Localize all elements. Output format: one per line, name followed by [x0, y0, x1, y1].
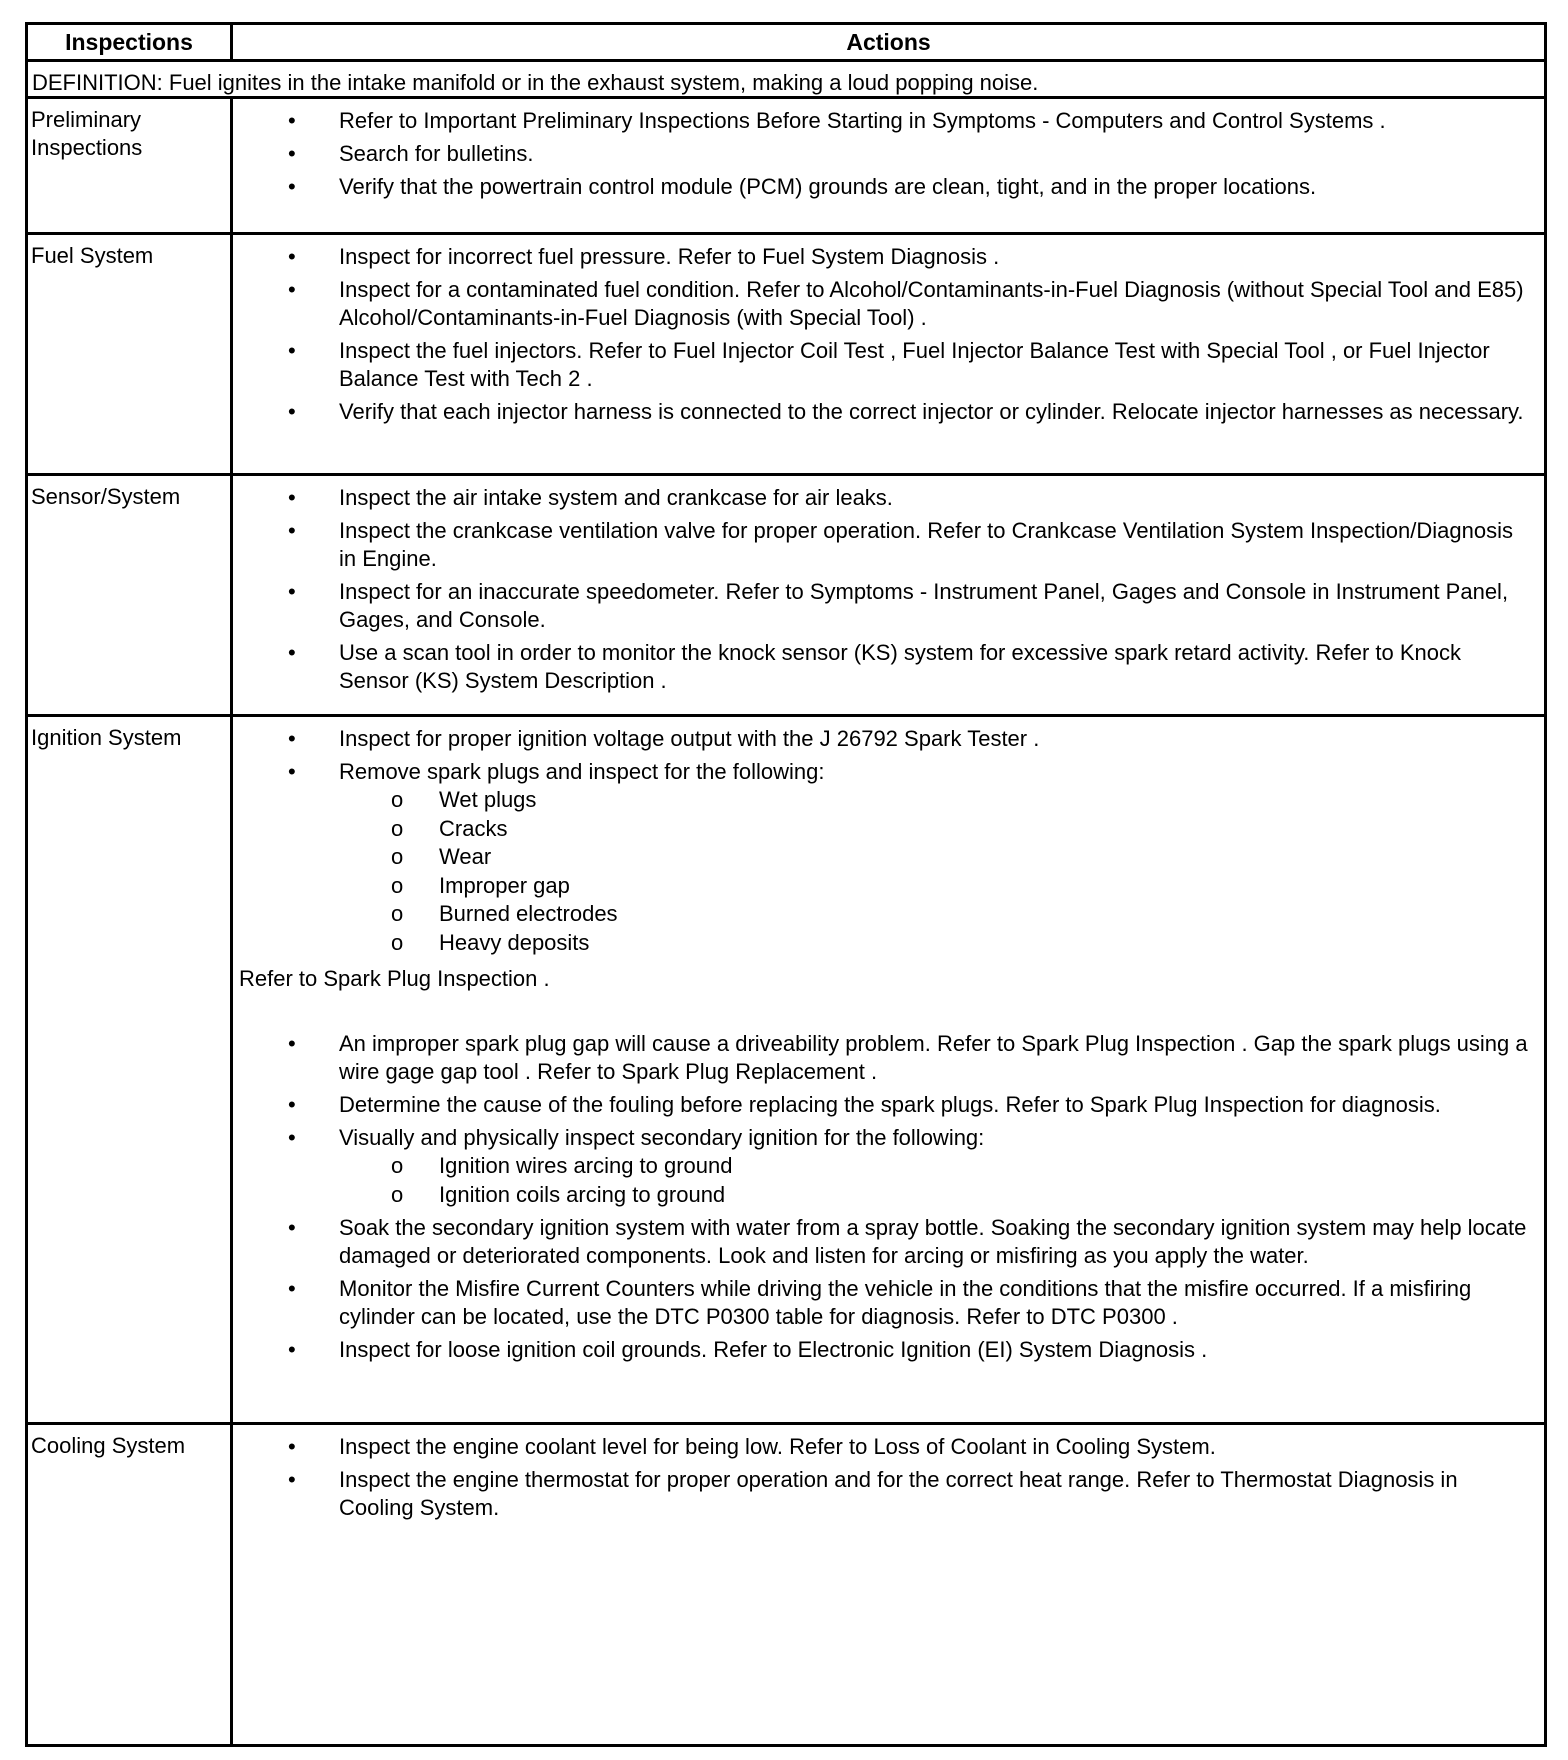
list-item: • Soak the secondary ignition system with water from a spray bottle. Soaking the secondary ignition system may help locate damaged or deteriorated components. Look and listen for arcing or misfiring as you apply the water.: [233, 1214, 1544, 1270]
list-item-text: Visually and physically inspect secondary ignition for the following:: [339, 1125, 985, 1150]
list-item: • Inspect for a contaminated fuel condition. Refer to Alcohol/Contaminants-in-Fuel Diagnosis (without Special Tool and E85) Alcohol/Contaminants-in-Fuel Diagnosis (with Special Tool) .: [233, 276, 1544, 332]
table-row: [28, 96, 1544, 232]
sub-list-item: o Ignition wires arcing to ground: [339, 1152, 1534, 1181]
list-item: [233, 1124, 1544, 1209]
table-row: [28, 473, 1544, 714]
sub-list-item: o Improper gap: [339, 872, 1534, 901]
list-item: • Inspect for loose ignition coil grounds. Refer to Electronic Ignition (EI) System Diagnosis .: [233, 1336, 1544, 1364]
sub-list-item: o Wet plugs: [339, 786, 1534, 815]
sub-list-item: o Burned electrodes: [339, 900, 1534, 929]
plug-check-list: [339, 786, 1534, 957]
sub-list-item: o Wear: [339, 843, 1534, 872]
definition-row: [28, 59, 1544, 96]
list-item: • Inspect the air intake system and crankcase for air leaks.: [233, 484, 1544, 512]
inspection-table: [25, 22, 1547, 1747]
list-item: • Inspect the fuel injectors. Refer to Fuel Injector Coil Test , Fuel Injector Balance Test with Special Tool , or Fuel Injector Balance Test with Tech 2 .: [233, 337, 1544, 393]
list-item: • Inspect the engine thermostat for proper operation and for the correct heat range. Refer to Thermostat Diagnosis in Cooling System.: [233, 1466, 1544, 1522]
list-item: • Use a scan tool in order to monitor the knock sensor (KS) system for excessive spark retard activity. Refer to Knock Sensor (KS) System Description .: [233, 639, 1544, 695]
table-row: [28, 1422, 1544, 1744]
sub-list-item: o Ignition coils arcing to ground: [339, 1181, 1534, 1210]
list-item: • Verify that the powertrain control module (PCM) grounds are clean, tight, and in the proper locations.: [233, 173, 1544, 201]
list-item: • Inspect the crankcase ventilation valve for proper operation. Refer to Crankcase Ventilation System Inspection/Diagnosis in Engine.: [233, 517, 1544, 573]
list-item-text: Remove spark plugs and inspect for the following:: [339, 759, 825, 784]
actions-cell: [233, 99, 1544, 232]
secondary-check-list: [339, 1152, 1534, 1209]
list-item: • Inspect for proper ignition voltage output with the J 26792 Spark Tester .: [233, 725, 1544, 753]
actions-cell: [233, 717, 1544, 1422]
list-item: • Verify that each injector harness is connected to the correct injector or cylinder. Relocate injector harnesses as necessary.: [233, 398, 1544, 426]
row-label-ignition: Ignition System: [31, 725, 182, 750]
list-item: • Refer to Important Preliminary Inspections Before Starting in Symptoms - Computers and Control Systems .: [233, 107, 1544, 135]
row-label-preliminary: Preliminary Inspections: [31, 107, 143, 160]
list-item: • Monitor the Misfire Current Counters while driving the vehicle in the conditions that the misfire occurred. If a misfiring cylinder can be located, use the DTC P0300 table for diagnosis. Refer to DTC P0300 .: [233, 1275, 1544, 1331]
row-label-sensor: Sensor/System: [31, 484, 181, 509]
list-item: • An improper spark plug gap will cause a driveability problem. Refer to Spark Plug Inspection . Gap the spark plugs using a wire gage gap tool . Refer to Spark Plug Replacement .: [233, 1030, 1544, 1086]
actions-cell: [233, 1425, 1544, 1744]
list-item: • Inspect for incorrect fuel pressure. Refer to Fuel System Diagnosis .: [233, 243, 1544, 271]
table-row: [28, 232, 1544, 473]
actions-cell: [233, 235, 1544, 473]
header-inspections: Inspections: [65, 28, 193, 55]
sub-list-item: o Cracks: [339, 815, 1534, 844]
table-header: [28, 25, 1544, 59]
list-item: • Determine the cause of the fouling before replacing the spark plugs. Refer to Spark Plug Inspection for diagnosis.: [233, 1091, 1544, 1119]
refer-text: Refer to Spark Plug Inspection .: [239, 966, 550, 991]
list-item: • Inspect for an inaccurate speedometer. Refer to Symptoms - Instrument Panel, Gages and Console in Instrument Panel, Gages, and Console.: [233, 578, 1544, 634]
header-actions: Actions: [846, 28, 931, 55]
row-label-cooling: Cooling System: [31, 1433, 186, 1458]
definition-text: DEFINITION: Fuel ignites in the intake manifold or in the exhaust system, making a loud popping noise.: [32, 70, 1039, 95]
actions-cell: [233, 476, 1544, 714]
sub-list-item: o Heavy deposits: [339, 929, 1534, 958]
list-item: [233, 758, 1544, 957]
table-row: [28, 714, 1544, 1422]
list-item: • Search for bulletins.: [233, 140, 1544, 168]
row-label-fuel: Fuel System: [31, 243, 154, 268]
list-item: • Inspect the engine coolant level for being low. Refer to Loss of Coolant in Cooling System.: [233, 1433, 1544, 1461]
